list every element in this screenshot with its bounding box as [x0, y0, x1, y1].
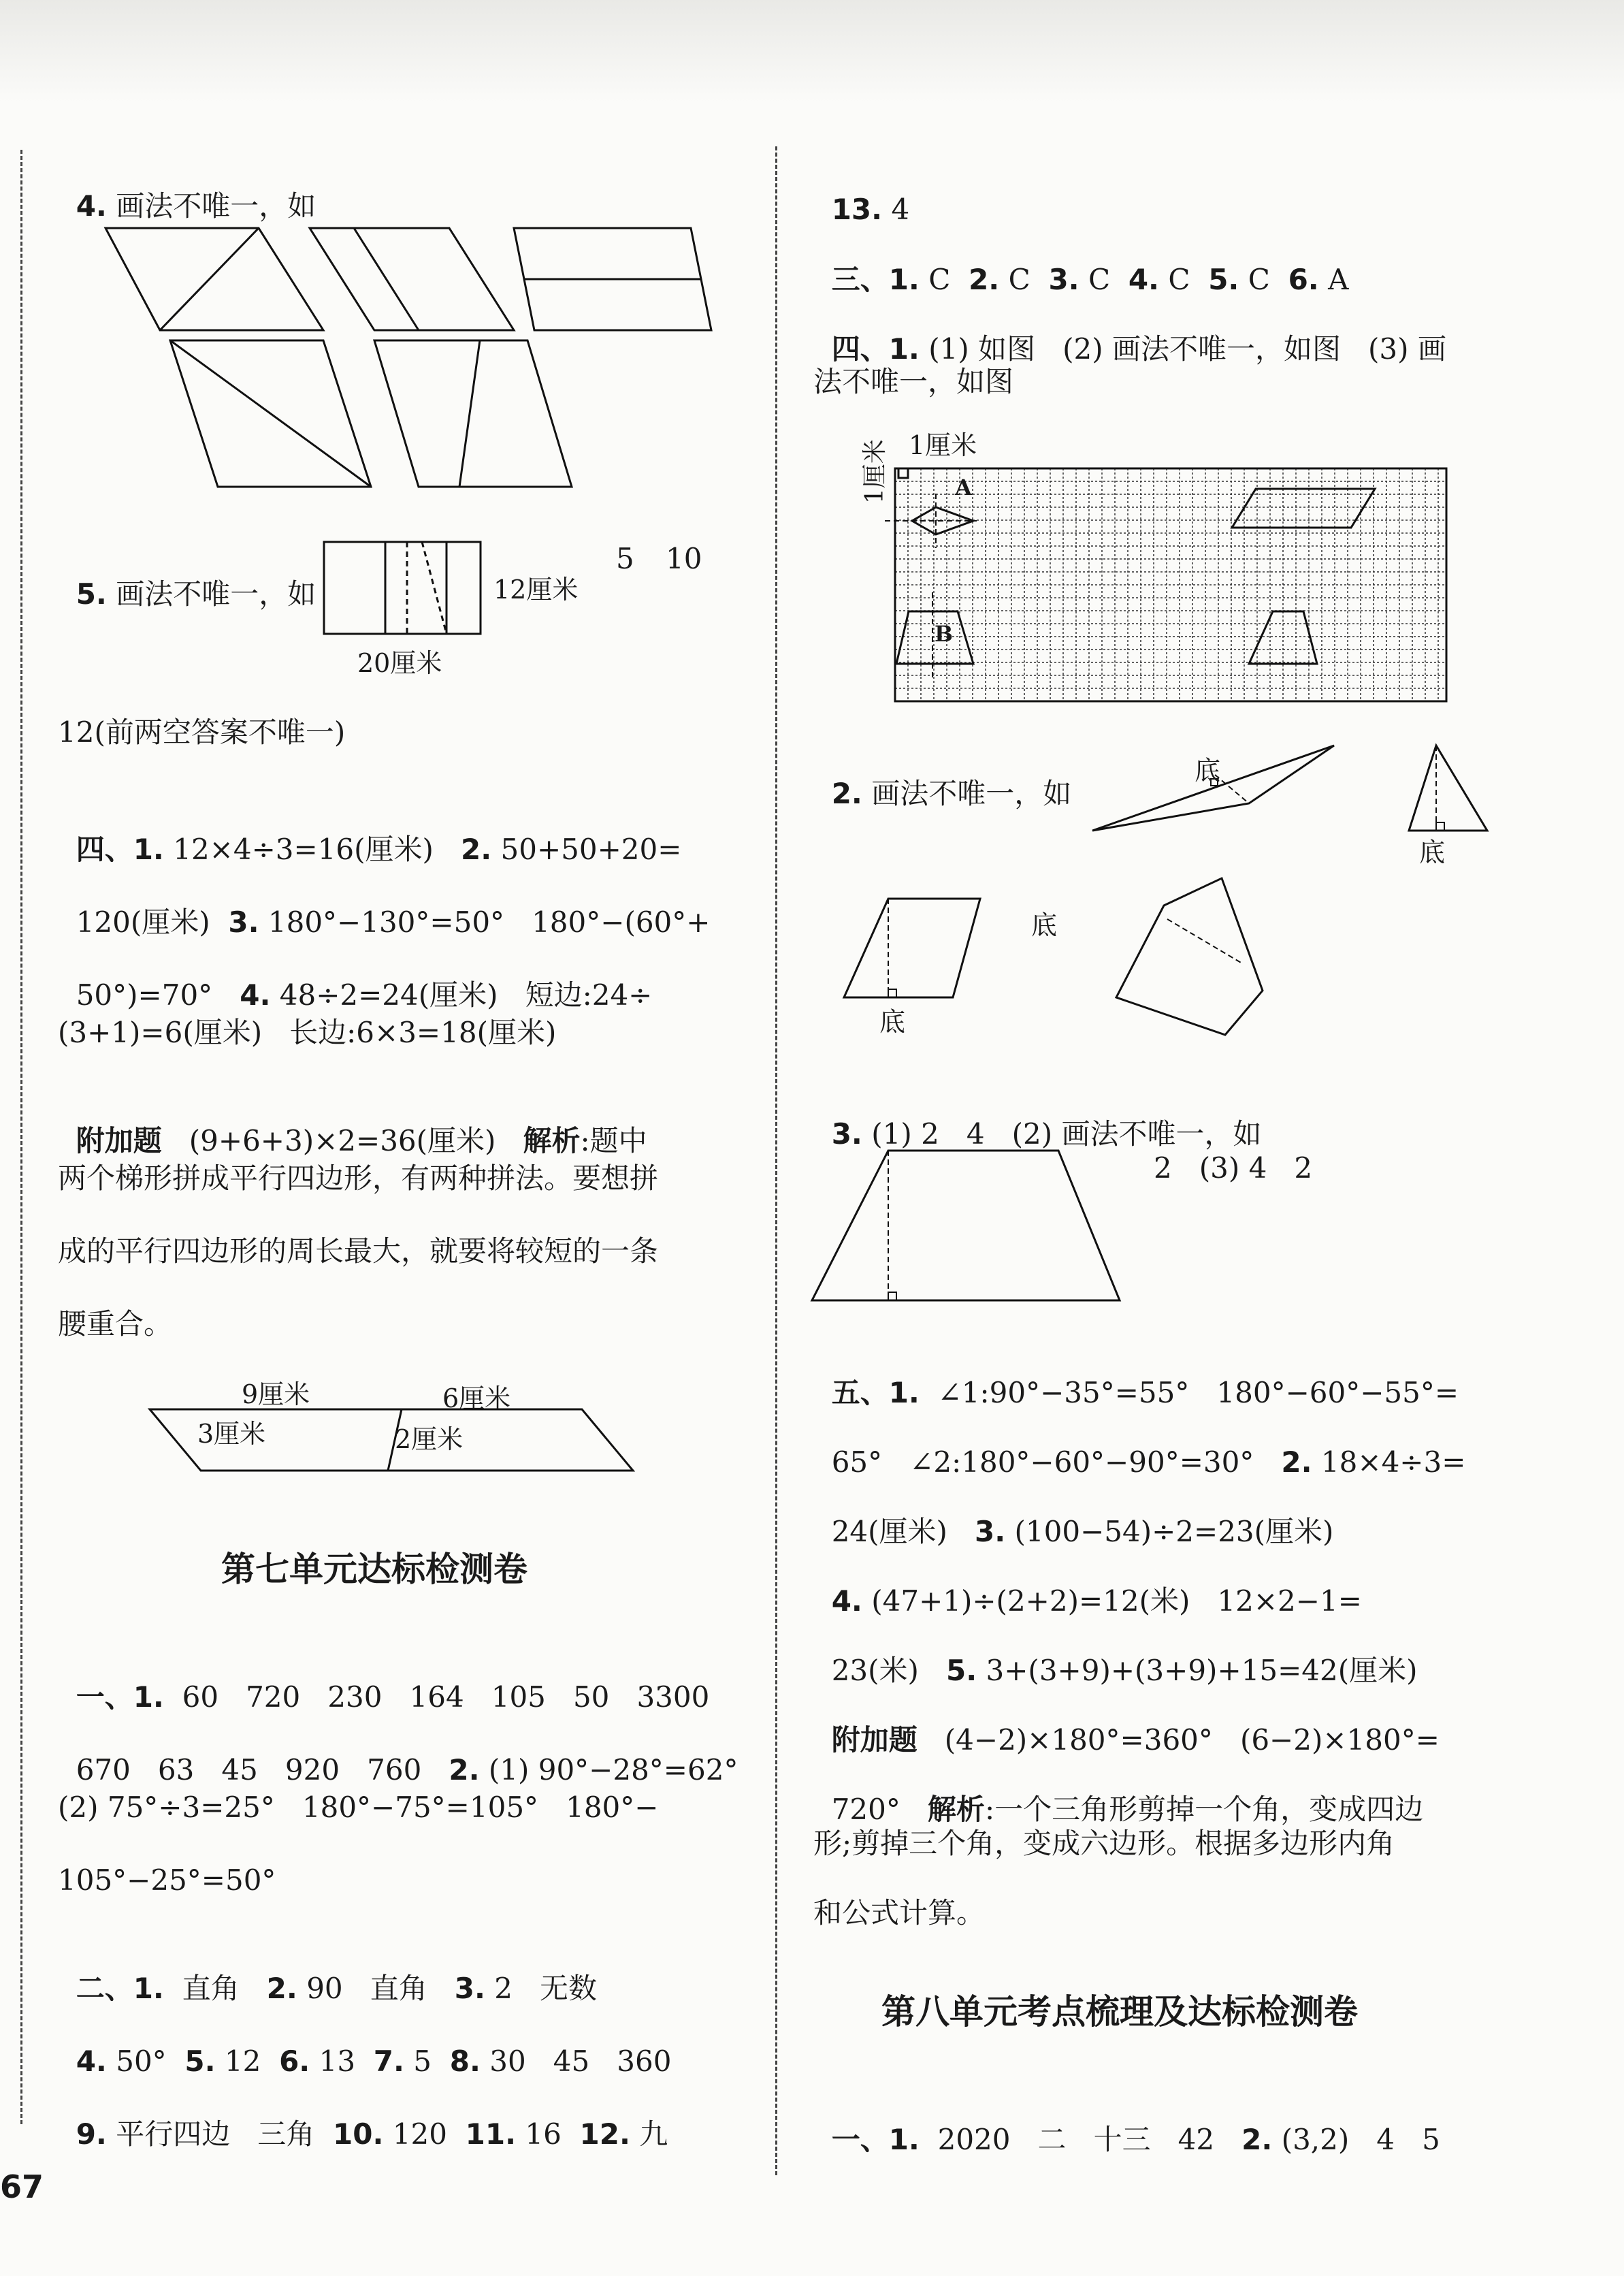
parallelogram-5: [374, 340, 572, 487]
r-q3-text: (1) 2 4 (2) 画法不唯一，如: [862, 1117, 1262, 1151]
unit7-title: 第七单元达标检测卷: [221, 1550, 527, 1589]
extra-text-2: :题中: [580, 1124, 647, 1157]
q4-line: [58, 153, 316, 224]
q2-quadrilateral: [1116, 878, 1263, 1035]
q2-figures: [830, 735, 1511, 1065]
u7-t5: 12: [215, 2045, 280, 2078]
u7-n10: 10.: [333, 2117, 384, 2151]
q4-number: 4.: [76, 189, 107, 223]
u7-line-3: (2) 75°÷3=25° 180°−75°=105° 180°−: [58, 1791, 659, 1824]
left-margin-rule: [20, 150, 22, 2124]
s3-n2: 2.: [969, 263, 1000, 296]
q3-figure: [807, 1144, 1133, 1310]
extra-line-2: 两个梯形拼成平行四边形，有两种拼法。要想拼: [58, 1161, 659, 1195]
s4-num-4: 4.: [240, 978, 271, 1012]
u7-text-2: 670 63 45 920 760: [76, 1753, 449, 1786]
u8-t2: (3,2) 4 5: [1272, 2123, 1440, 2156]
s4-section: 四、1.: [76, 833, 164, 866]
u8-t1: 2020 二 十三 42: [919, 2123, 1242, 2156]
s4-text-3: 120(厘米): [76, 905, 229, 939]
parallelogram-1: [105, 228, 323, 330]
u7-t12: 九: [630, 2117, 668, 2151]
extra-text-1: (9+6+3)×2=36(厘米): [161, 1124, 523, 1157]
column-divider: [775, 146, 777, 2175]
extra-label-3: 3厘米: [197, 1419, 266, 1449]
u7-n12: 12.: [579, 2117, 630, 2151]
r-extra-analysis-label: 解析: [927, 1793, 985, 1826]
u7-n2: 2.: [266, 1972, 297, 2005]
q3-trapezoid: [812, 1151, 1120, 1300]
u7-t8: 30 45 360: [480, 2045, 672, 2078]
s3-section: 三、1.: [831, 263, 920, 296]
u7-t9: 平行四边 三角: [106, 2117, 333, 2151]
extra-label-2: 2厘米: [395, 1424, 464, 1454]
s3-t6: A: [1318, 263, 1349, 296]
cut-line-5: [459, 340, 480, 487]
r-q3-tail: 2 (3) 4 2: [1154, 1151, 1313, 1185]
u7-t11: 16: [516, 2117, 580, 2151]
u7-text-3: (1) 90°−28°=62°: [479, 1753, 738, 1786]
q13-text: 4: [882, 193, 910, 226]
u7-n11: 11.: [465, 2117, 517, 2151]
s3-n5: 5.: [1208, 263, 1239, 296]
s5-text-2: 65° ∠2:180°−60°−90°=30°: [831, 1445, 1282, 1479]
q3-trapezoid-figure: [807, 1144, 1133, 1307]
extra-line-1: [58, 1088, 647, 1159]
r-extra-line-3: 形;剪掉三个角，变成六边形。根据多边形内角: [813, 1827, 1395, 1860]
s5-text-1: ∠1:90°−35°=55° 180°−60°−55°=: [919, 1376, 1459, 1409]
u7-t10: 120: [383, 2117, 466, 2151]
q5-answer-2: 10: [666, 542, 702, 575]
s3-n6: 6.: [1288, 263, 1319, 296]
s3-t1: C: [919, 263, 969, 296]
u7-t2: 90 直角: [297, 1972, 455, 2005]
r-q3-line: [813, 1081, 1261, 1152]
extra-line-3: 成的平行四边形的周长最大，就要将较短的一条: [58, 1234, 659, 1268]
right-angle-mark-3: [888, 989, 896, 997]
s3-t5: C: [1239, 263, 1288, 296]
base-label-1: 底: [1195, 756, 1221, 786]
height-4: [1167, 919, 1242, 963]
s4-line-3: [58, 942, 652, 1013]
u7-t6: 13: [310, 2045, 374, 2078]
r-extra-label: 附加题: [831, 1723, 917, 1757]
s4-text-1: 12×4÷3=16(厘米): [163, 833, 461, 866]
u7-n9: 9.: [76, 2117, 107, 2151]
r-q2-text: 画法不唯一，如: [862, 777, 1072, 810]
q3-right-angle-mark: [888, 1292, 896, 1300]
u7-line-1: [58, 1644, 709, 1715]
r-s4-text-1: (1) 如图 (2) 画法不唯一，如图 (3) 画: [919, 332, 1446, 366]
u7-line-4: 105°−25°=50°: [58, 1863, 276, 1897]
u7-n3: 3.: [454, 1972, 485, 2005]
s5-num-3: 3.: [974, 1515, 1006, 1548]
right-angle-mark-2: [1436, 822, 1444, 831]
u8-section: 一、1.: [831, 2123, 920, 2156]
q5-rectangle: [324, 542, 481, 634]
s5-text-6: (47+1)÷(2+2)=12(米) 12×2−1=: [862, 1584, 1362, 1618]
r-extra-line-2: [813, 1757, 1423, 1827]
s5-text-3: 18×4÷3=: [1312, 1445, 1466, 1479]
s5-num-2: 2.: [1281, 1445, 1312, 1479]
u7-line-5: [58, 1936, 597, 2006]
r-s4-section: 四、1.: [831, 332, 920, 366]
u7-line-2: [58, 1717, 738, 1788]
q2-parallelogram: [844, 899, 980, 997]
grid-figure: [854, 429, 1453, 711]
u7-line-6: [58, 2008, 671, 2079]
q5-dashed-line-2: [422, 542, 446, 634]
s4-text-4: 180°−130°=50° 180°−(60°+: [259, 905, 711, 939]
q4-parallelograms: [95, 218, 749, 497]
r-extra-text-2: 720°: [831, 1793, 928, 1826]
q5-label-width: 20厘米: [357, 648, 442, 678]
isosceles-triangle: [1409, 746, 1487, 831]
r-extra-text-1: (4−2)×180°=360° (6−2)×180°=: [917, 1723, 1440, 1757]
u7-t4: 50°: [106, 2045, 185, 2078]
s5-num-5: 5.: [945, 1654, 977, 1687]
q5-line: [58, 541, 316, 612]
s3-n4: 4.: [1128, 263, 1160, 296]
extra-line-4: 腰重合。: [58, 1307, 173, 1341]
r-s4-line-2: 法不唯一，如图: [813, 365, 1014, 398]
cut-line-1: [160, 228, 259, 330]
s4-text-2: 50+50+20=: [491, 833, 682, 866]
u8-n2: 2.: [1241, 2123, 1273, 2156]
label-b: B: [935, 621, 954, 647]
r-extra-line-4: 和公式计算。: [813, 1896, 986, 1929]
q4-text: 画法不唯一，如: [106, 189, 316, 223]
u7-n4: 4.: [76, 2045, 107, 2078]
q5-label-height: 12厘米: [493, 575, 579, 605]
u7-n6: 6.: [279, 2045, 310, 2078]
q2-base-heights: [830, 735, 1511, 1062]
r-q3-number: 3.: [831, 1117, 862, 1151]
u7-n5: 5.: [184, 2045, 216, 2078]
u7-t7: 5: [404, 2045, 450, 2078]
s4-num-3: 3.: [228, 905, 259, 939]
u7-n8: 8.: [449, 2045, 481, 2078]
s4-num-2: 2.: [460, 833, 492, 866]
s5-line-4: [813, 1548, 1362, 1619]
label-a: A: [955, 475, 972, 500]
unit8-title: 第八单元考点梳理及达标检测卷: [881, 1992, 1358, 2032]
s4-text-6: 48÷2=24(厘米) 短边:24÷: [270, 978, 653, 1012]
s3-n3: 3.: [1048, 263, 1079, 296]
q5-tail-line: 12(前两空答案不唯一): [58, 716, 346, 749]
r-q2-number: 2.: [831, 777, 862, 810]
s5-text-5: (100−54)÷2=23(厘米): [1005, 1515, 1334, 1548]
extra-label: 附加题: [76, 1124, 162, 1157]
s5-text-7: 23(米): [831, 1654, 946, 1687]
u7-section-2: 二、1.: [76, 1972, 164, 2005]
scan-top-shadow: [0, 0, 1624, 102]
u7-section-1: 一、1.: [76, 1680, 164, 1714]
grid-unit-top: 1厘米: [909, 430, 977, 460]
u7-n7: 7.: [373, 2045, 404, 2078]
s3-line: [813, 227, 1348, 298]
u7-t3: 2 无数: [485, 1972, 598, 2005]
r-extra-text-3: :一个三角形剪掉一个角，变成四边: [984, 1793, 1424, 1826]
page-number: 67: [0, 2168, 44, 2205]
s5-line-3: [813, 1479, 1333, 1550]
s5-line-1: [813, 1340, 1459, 1411]
q4-figures: [95, 218, 749, 500]
u8-line-1: [813, 2087, 1440, 2158]
extra-analysis-label: 解析: [523, 1124, 581, 1157]
parallelogram-2: [310, 228, 514, 330]
extra-label-9: 9厘米: [242, 1379, 310, 1409]
q5-text: 画法不唯一，如: [106, 577, 316, 611]
s3-t4: C: [1159, 263, 1209, 296]
s3-t3: C: [1079, 263, 1128, 296]
s5-section: 五、1.: [831, 1376, 920, 1409]
u7-t1: 直角: [163, 1972, 267, 2005]
u7-text-1: 60 720 230 164 105 50 3300: [163, 1680, 710, 1714]
s4-text-5: 50°)=70°: [76, 978, 240, 1012]
s5-text-4: 24(厘米): [831, 1515, 975, 1548]
base-label-4: 底: [1031, 910, 1058, 940]
r-s4-line-1: [813, 296, 1446, 367]
s3-t2: C: [999, 263, 1049, 296]
unit-square: [898, 468, 908, 478]
grid-unit-side: 1厘米: [861, 439, 889, 504]
u7-line-7: [58, 2081, 668, 2152]
base-label-2: 底: [1419, 837, 1446, 867]
s5-line-2: [813, 1409, 1465, 1480]
s5-line-5: [813, 1618, 1417, 1688]
q13-number: 13.: [831, 193, 883, 226]
q5-answer-1: 5: [616, 542, 634, 575]
q13-line: [813, 157, 909, 227]
s4-line-4: (3+1)=6(厘米) 长边:6×3=18(厘米): [58, 1016, 557, 1049]
extra-label-6: 6厘米: [442, 1383, 511, 1413]
s5-text-8: 3+(3+9)+(3+9)+15=42(厘米): [977, 1654, 1418, 1687]
s5-num-4: 4.: [831, 1584, 862, 1618]
cut-line-4: [170, 340, 371, 487]
base-label-3: 底: [879, 1007, 906, 1037]
s4-line-1: [58, 797, 681, 867]
u7-num-2: 2.: [449, 1753, 480, 1786]
r-extra-line-1: [813, 1687, 1440, 1758]
s4-line-2: [58, 869, 710, 940]
grid-paper: [854, 429, 1453, 708]
q5-number: 5.: [76, 577, 107, 611]
